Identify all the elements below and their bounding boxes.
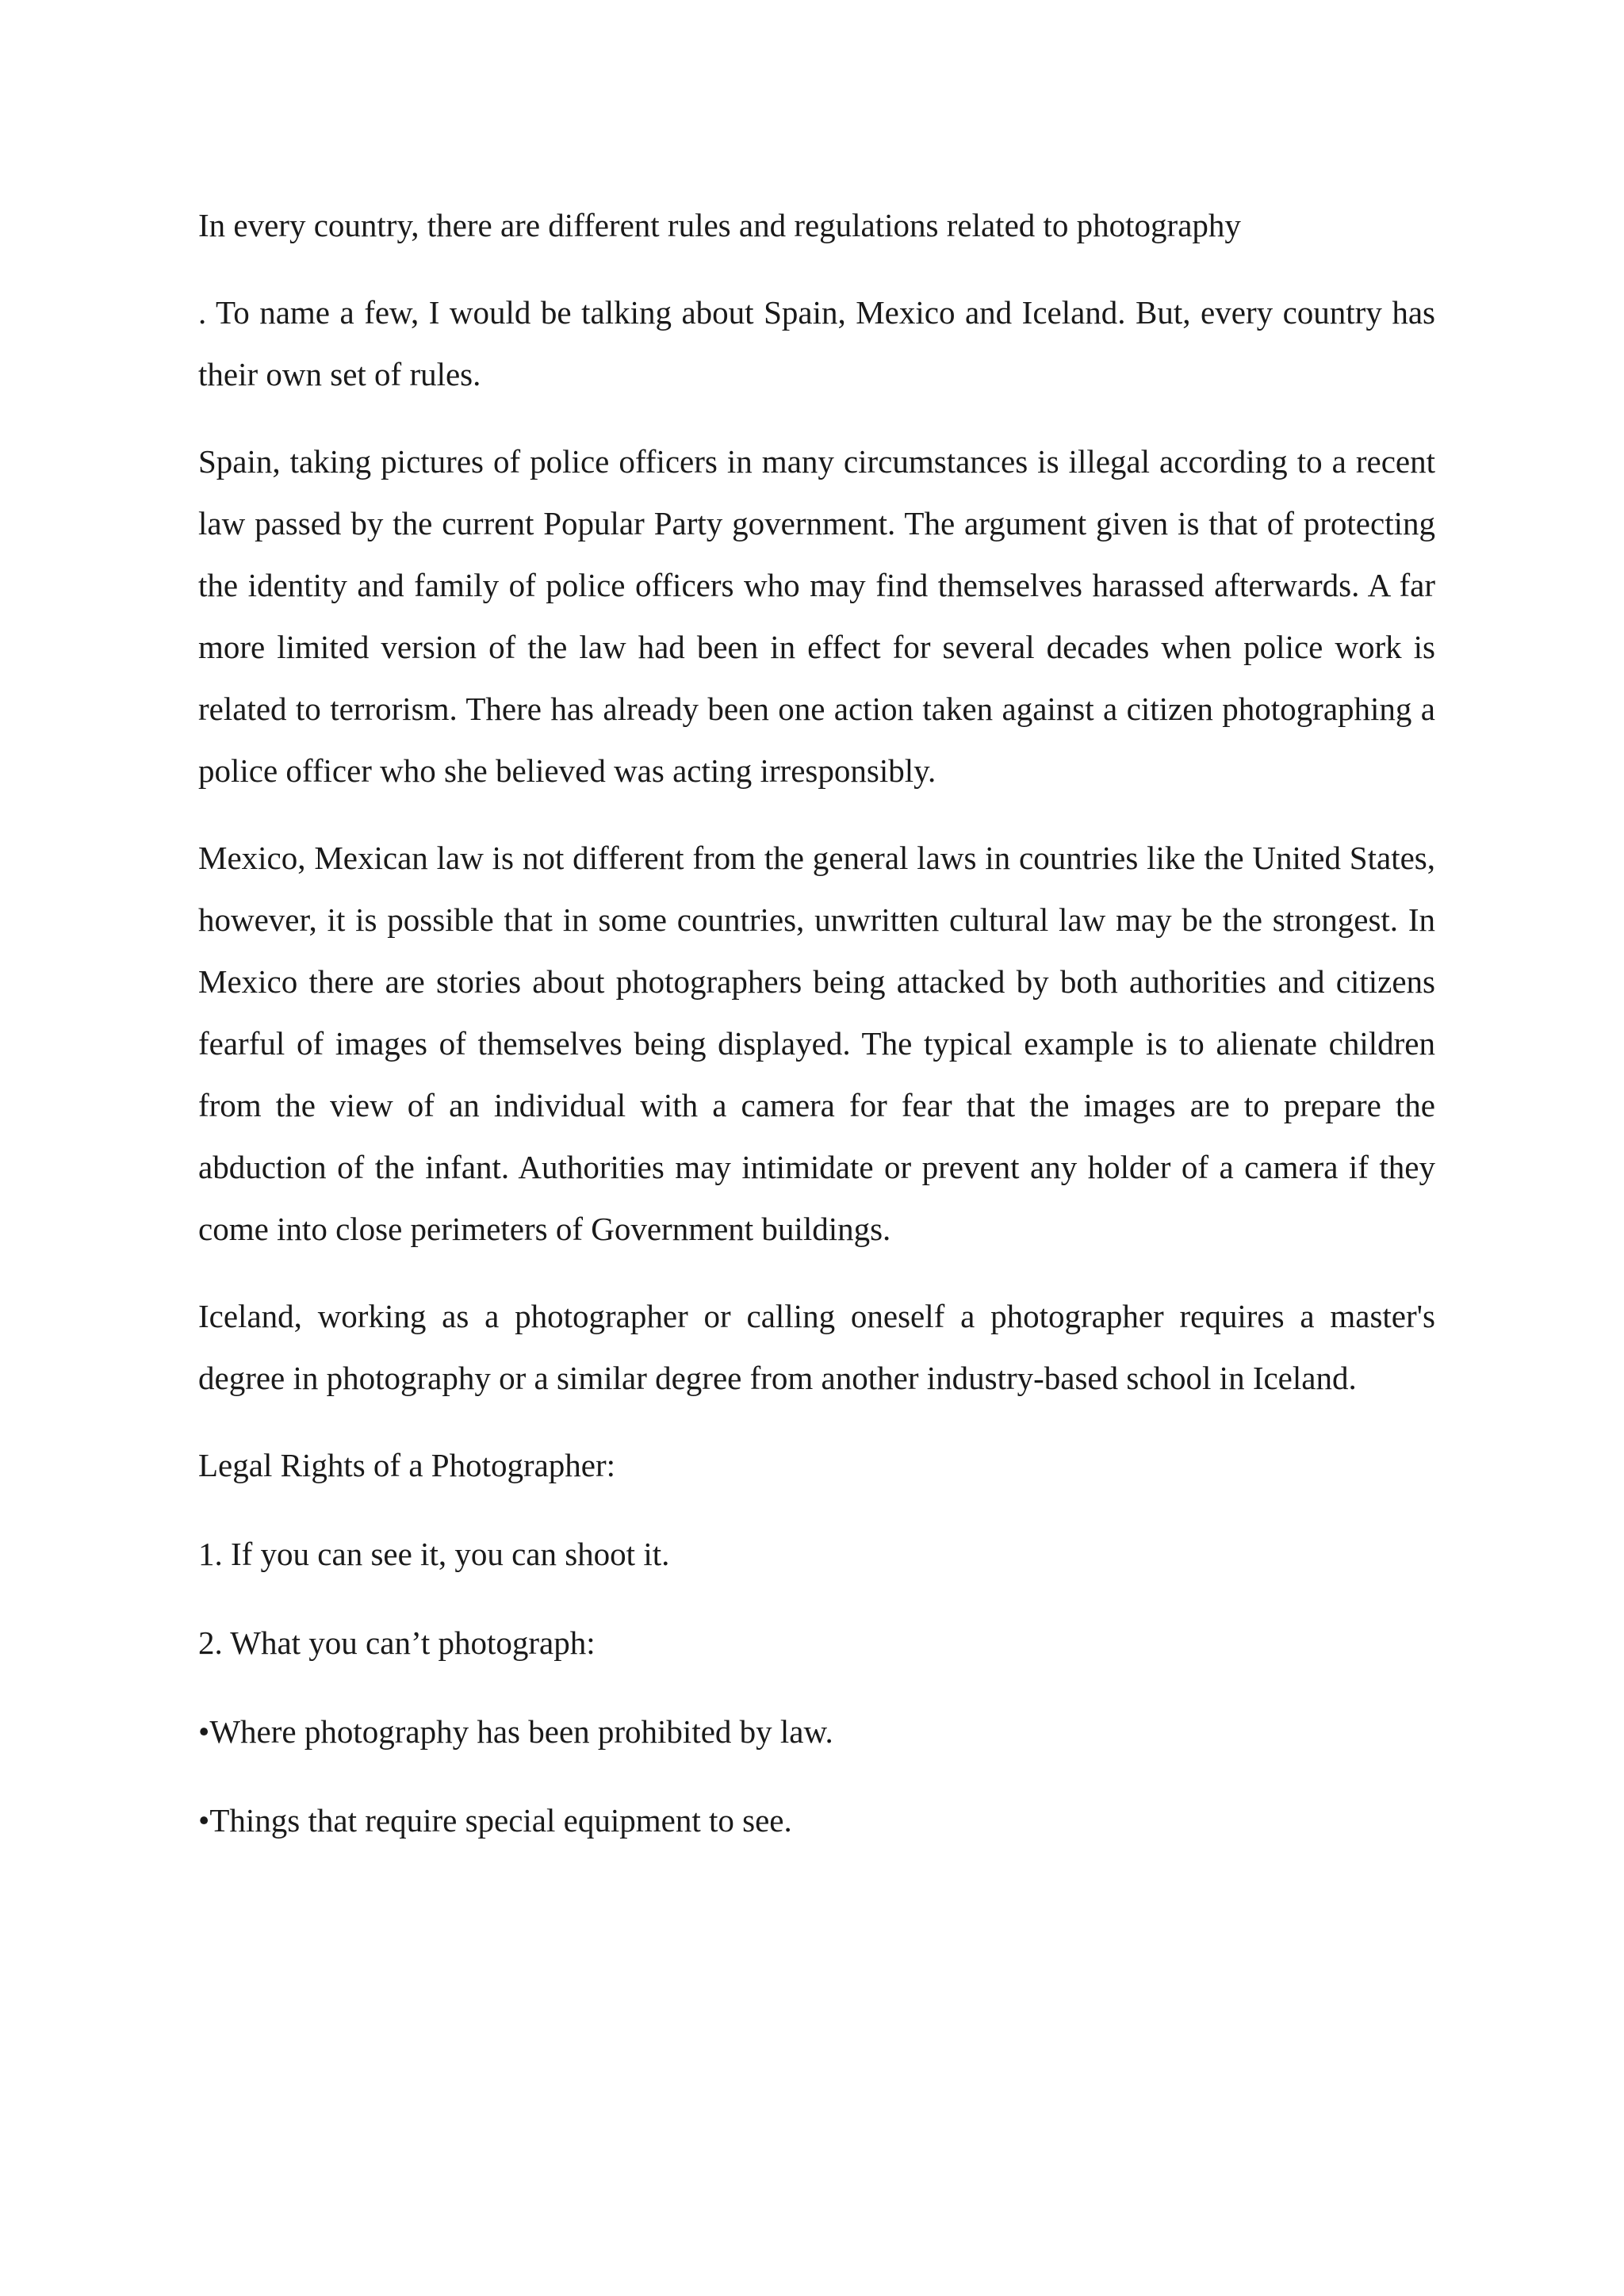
document-body [198, 194, 1435, 1878]
intro-line: In every country, there are different rules and regulations related to photography [198, 207, 1241, 243]
intro-paragraph: . To name a few, I would be talking about Spain, Mexico and Iceland. But, every country has their own set of rules. [198, 294, 1435, 392]
rights-bullet-2: •Things that require special equipment to see. [198, 1802, 792, 1839]
rights-heading: Legal Rights of a Photographer: [198, 1447, 616, 1483]
iceland-paragraph: Iceland, working as a photographer or calling oneself a photographer requires a master's degree in photography or a similar degree from another industry-based school in Iceland. [198, 1298, 1435, 1396]
spain-paragraph: Spain, taking pictures of police officers in many circumstances is illegal according to a recent law passed by the current Popular Party government. The argument given is that of protecting the identity and family of police officers who may find themselves harassed afterwards. A far more limited version of the law had been in effect for several decades when police work is related to terrorism. There has already been one action taken against a citizen photographing a police officer who she believed was acting irresponsibly. [198, 443, 1435, 789]
mexico-paragraph: Mexico, Mexican law is not different from the general laws in countries like the United States, however, it is possible that in some countries, unwritten cultural law may be the strongest. In Mexico there are stories about photographers being attacked by both authorities and citizens fearful of images of themselves being displayed. The typical example is to alienate children from the view of an individual with a camera for fear that the images are to prepare the abduction of the infant. Authorities may intimidate or prevent any holder of a camera if they come into close perimeters of Government buildings. [198, 840, 1435, 1247]
rights-item-1: 1. If you can see it, you can shoot it. [198, 1536, 670, 1572]
rights-bullet-1: •Where photography has been prohibited by law. [198, 1713, 833, 1750]
rights-item-2: 2. What you can’t photograph: [198, 1624, 596, 1661]
